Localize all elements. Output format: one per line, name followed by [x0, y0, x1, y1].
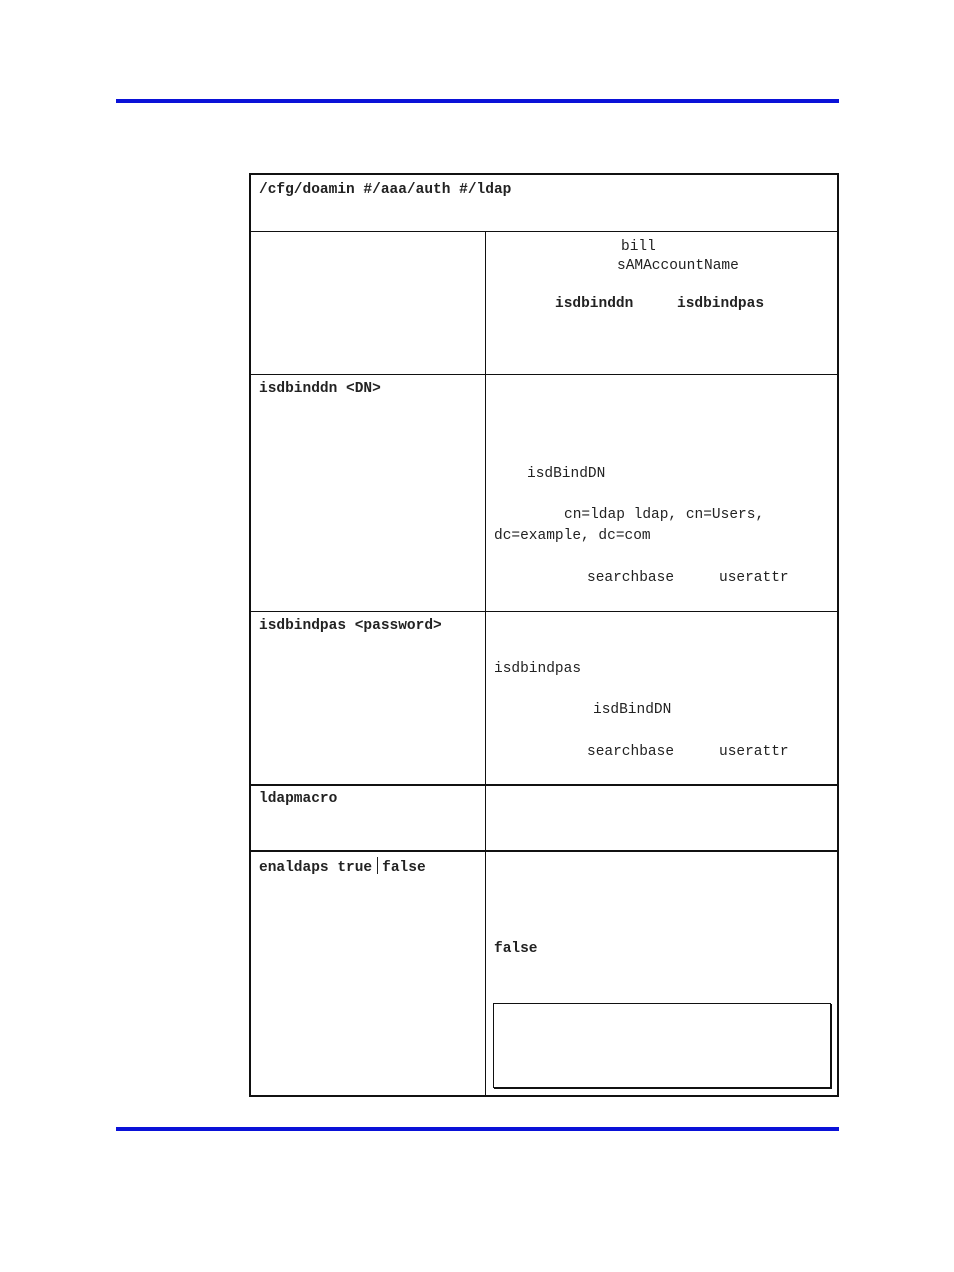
- option-separator: [377, 857, 378, 874]
- default-value: false: [494, 941, 538, 957]
- command-name: isdbinddn: [259, 381, 338, 397]
- example-dn-part1: [564, 506, 764, 524]
- description-cell: [486, 375, 837, 611]
- description-cell: [486, 852, 837, 1095]
- command-ref-isdbinddn: isdbinddn: [555, 296, 634, 312]
- table-title-row: [251, 175, 837, 232]
- command-name: enaldaps: [259, 860, 329, 876]
- table-row: [251, 232, 837, 375]
- attribute-name: isdBindDN: [527, 466, 606, 482]
- command-name: isdbindpas: [259, 618, 347, 634]
- command-syntax: [259, 380, 381, 398]
- example-username: bill: [621, 239, 656, 255]
- command-ref-searchbase: searchbase: [587, 744, 675, 760]
- option-true: true: [337, 860, 373, 876]
- example-dn-part2: dc=example, dc=com: [494, 528, 651, 544]
- command-ref-userattr: userattr: [719, 570, 789, 586]
- command-argument: <password>: [354, 618, 442, 634]
- command-argument: <DN>: [346, 381, 381, 397]
- table-row: [251, 612, 837, 786]
- description-cell: [486, 786, 837, 850]
- command-cell: [251, 786, 486, 850]
- footer-rule: [116, 1127, 839, 1131]
- table-row: [251, 375, 837, 612]
- description-cell: [486, 612, 837, 784]
- table-row: [251, 852, 837, 1095]
- attribute-name: sAMAccountName: [617, 258, 739, 274]
- description-cell: [486, 232, 837, 374]
- menu-path-title: /cfg/doamin #/aaa/auth #/ldap: [259, 182, 512, 198]
- attribute-name: isdBindDN: [593, 702, 672, 718]
- example-dn-cn: cn=ldap ldap,: [564, 507, 678, 523]
- example-dn-users: cn=Users,: [685, 507, 765, 523]
- command-syntax: [259, 857, 426, 877]
- command-cell: [251, 612, 486, 784]
- command-syntax: [259, 617, 442, 635]
- command-ref-searchbase: searchbase: [587, 570, 675, 586]
- option-false: false: [382, 860, 426, 876]
- table-row: [251, 786, 837, 852]
- command-cell: [251, 375, 486, 611]
- command-ref-isdbindpas: isdbindpas: [677, 296, 765, 312]
- command-table: [249, 173, 839, 1097]
- command-cell: [251, 852, 486, 1095]
- command-ref-isdbindpas: isdbindpas: [494, 661, 582, 677]
- header-rule: [116, 99, 839, 103]
- command-name: ldapmacro: [259, 791, 338, 807]
- command-ref-userattr: userattr: [719, 744, 789, 760]
- command-cell: [251, 232, 486, 374]
- note-box: [493, 1003, 831, 1088]
